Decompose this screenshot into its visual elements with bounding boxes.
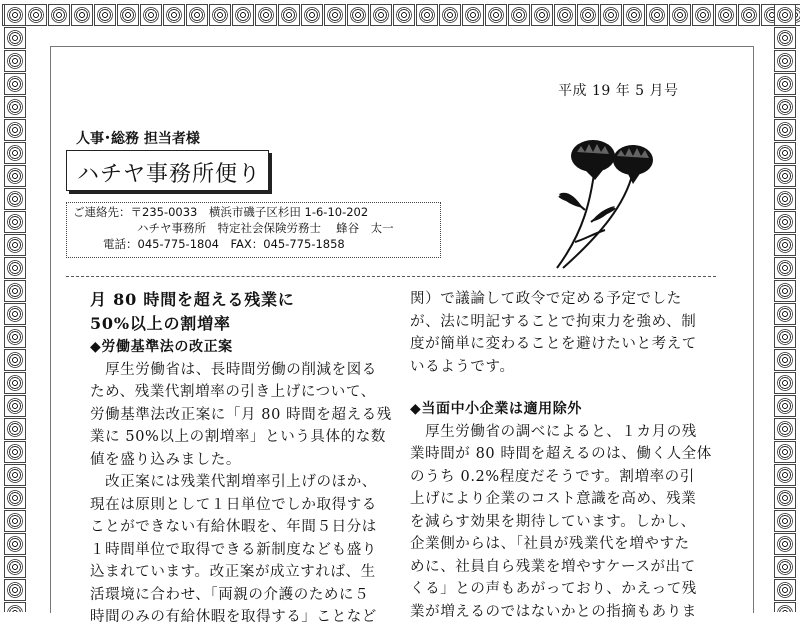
rosette-tile-icon: [531, 4, 553, 26]
rosette-tile-icon: [774, 234, 796, 256]
issue-date: 平成 19 年 5 月号: [558, 83, 679, 99]
rosette-tile-icon: [324, 4, 346, 26]
body-line: 企業側からは、「社員が残業代を増やすた: [410, 536, 690, 552]
rosette-tile-icon: [186, 4, 208, 26]
body-line: ため、残業代割増率の引き上げについて、: [90, 384, 376, 400]
body-line: 労働基準法改正案に「月 80 時間を超える残: [90, 406, 392, 423]
rosette-tile-icon: [4, 602, 26, 612]
rosette-tile-icon: [94, 4, 116, 26]
rosette-tile-icon: [774, 510, 796, 532]
rosette-tile-icon: [416, 4, 438, 26]
rosette-tile-icon: [4, 211, 26, 233]
rosette-tile-icon: [4, 441, 26, 463]
rosette-tile-icon: [4, 234, 26, 256]
rosette-tile-icon: [600, 4, 622, 26]
rosette-tile-icon: [4, 280, 26, 302]
rosette-tile-icon: [140, 4, 162, 26]
rosette-tile-icon: [715, 4, 737, 26]
contact-box: [66, 202, 441, 258]
rosette-tile-icon: [554, 4, 576, 26]
rosette-tile-icon: [774, 349, 796, 371]
rosette-tile-icon: [71, 4, 93, 26]
article-title-line-2: 50%以上の割増率: [90, 314, 231, 333]
rosette-tile-icon: [4, 510, 26, 532]
rosette-tile-icon: [774, 487, 796, 509]
body-line: １時間単位で取得できる新制度なども盛り: [90, 541, 377, 558]
rosette-tile-icon: [4, 257, 26, 279]
body-line: 値を盛り込みました。: [90, 451, 241, 468]
rosette-tile-icon: [623, 4, 645, 26]
rosette-tile-icon: [774, 27, 796, 49]
rosette-tile-icon: [774, 96, 796, 118]
body-line: めに、社員自ら残業を増やすケースが出て: [410, 558, 696, 575]
rosette-tile-icon: [774, 372, 796, 394]
rosette-tile-icon: [774, 257, 796, 279]
rosette-tile-icon: [4, 487, 26, 509]
body-line: 度が簡単に変わることを避けたいと考えて: [410, 336, 697, 352]
rosette-tile-icon: [255, 4, 277, 26]
decorative-border-left: [0, 0, 50, 612]
body-line: 活環境に合わせ、「両親の介護のために５: [90, 586, 370, 603]
section-heading-1: ◆労働基準法の改正案: [90, 339, 233, 355]
rosette-tile-icon: [774, 464, 796, 486]
rosette-tile-icon: [4, 533, 26, 555]
rosette-tile-icon: [4, 73, 26, 95]
body-line: を減らす効果を期待しています。しかし、: [410, 513, 696, 530]
decorative-border-top: [0, 0, 800, 46]
rosette-tile-icon: [774, 579, 796, 601]
section-heading-2: ◆当面中小企業は適用除外: [410, 401, 582, 417]
rosette-tile-icon: [4, 4, 26, 26]
newsletter-title: ハチヤ事務所便り: [77, 162, 262, 187]
rosette-tile-icon: [4, 418, 26, 440]
rosette-tile-icon: [439, 4, 461, 26]
rosette-tile-icon: [774, 303, 796, 325]
contact-address: ご連絡先：〒235-0033 横浜市磯子区杉田 1-6-10-202: [73, 205, 369, 219]
article-title-line-1: 月 80 時間を超える残業に: [90, 290, 295, 309]
contact-office: ハチヤ事務所 特定社会保険労務士 蜂谷 太一: [137, 221, 394, 235]
body-line: 業時間が 80 時間を超えるのは、働く人全体: [410, 446, 712, 462]
rosette-tile-icon: [774, 441, 796, 463]
rosette-tile-icon: [209, 4, 231, 26]
rosette-tile-icon: [4, 165, 26, 187]
rosette-tile-icon: [4, 464, 26, 486]
rosette-tile-icon: [4, 349, 26, 371]
rosette-tile-icon: [278, 4, 300, 26]
rosette-tile-icon: [774, 50, 796, 72]
rosette-tile-icon: [4, 372, 26, 394]
rosette-tile-icon: [774, 602, 796, 612]
rosette-tile-icon: [4, 188, 26, 210]
newsletter-title-box: [66, 150, 269, 191]
body-line: 現在は原則として１日単位でしか取得する: [90, 496, 377, 513]
body-line: 関）で議論して政令で定める予定でした: [410, 291, 682, 307]
rosette-tile-icon: [485, 4, 507, 26]
rosette-tile-icon: [669, 4, 691, 26]
rosette-tile-icon: [774, 188, 796, 210]
left-body: [90, 359, 390, 629]
paragraph-gap: [410, 378, 715, 398]
rosette-tile-icon: [774, 4, 796, 26]
rosette-tile-icon: [4, 142, 26, 164]
rosette-tile-icon: [462, 4, 484, 26]
rosette-tile-icon: [4, 579, 26, 601]
rosette-tile-icon: [774, 556, 796, 578]
body-line: 業に 50%以上の割増率」という具体的な数: [90, 429, 386, 445]
body-line: いるようです。: [410, 358, 515, 375]
decorative-border-right: [752, 0, 800, 612]
rosette-tile-icon: [774, 119, 796, 141]
rosette-tile-icon: [393, 4, 415, 26]
rosette-tile-icon: [774, 326, 796, 348]
rosette-tile-icon: [774, 165, 796, 187]
rosette-tile-icon: [48, 4, 70, 26]
rosette-tile-icon: [117, 4, 139, 26]
rosette-tile-icon: [4, 50, 26, 72]
body-line: 込まれています。改正案が成立すれば、生: [90, 564, 376, 580]
rosette-tile-icon: [774, 73, 796, 95]
body-line: 厚生労働省は、長時間労働の削減を図る: [90, 361, 377, 378]
article-left-column: [90, 288, 390, 629]
rosette-tile-icon: [232, 4, 254, 26]
rosette-tile-icon: [4, 326, 26, 348]
contact-phone: 電話：045-775-1804 FAX：045-775-1858: [103, 237, 345, 251]
body-line: 上げにより企業のコスト意識を高め、残業: [410, 491, 697, 507]
rosette-tile-icon: [4, 119, 26, 141]
section-divider: [66, 276, 716, 277]
carnation-flower-icon: [545, 130, 665, 270]
body-line: 業が増えるのではないかとの指摘もありま: [410, 603, 697, 620]
rosette-tile-icon: [646, 4, 668, 26]
rosette-tile-icon: [4, 395, 26, 417]
rosette-tile-icon: [4, 96, 26, 118]
rosette-tile-icon: [4, 27, 26, 49]
rosette-tile-icon: [774, 280, 796, 302]
body-line: 厚生労働省の調べによると、１カ月の残: [410, 423, 697, 440]
rosette-tile-icon: [508, 4, 530, 26]
rosette-tile-icon: [774, 418, 796, 440]
rosette-tile-icon: [774, 211, 796, 233]
rosette-tile-icon: [4, 303, 26, 325]
rosette-tile-icon: [301, 4, 323, 26]
rosette-tile-icon: [347, 4, 369, 26]
body-line: 改正案には残業代割増率引上げのほか、: [90, 474, 377, 490]
rosette-tile-icon: [692, 4, 714, 26]
body-line: のうち 0.2%程度だそうです。割増率の引: [410, 468, 695, 485]
body-line: 時間のみの有給休暇を取得する」ことなど: [90, 609, 377, 625]
body-line: くる」との声もあがっており、かえって残: [410, 581, 697, 597]
rosette-tile-icon: [774, 533, 796, 555]
rosette-tile-icon: [577, 4, 599, 26]
article-right-column: [410, 288, 715, 623]
rosette-tile-icon: [774, 142, 796, 164]
audience-label: 人事･総務 担当者様: [76, 131, 200, 147]
body-line: ことができない有給休暇を、年間５日分は: [90, 519, 377, 535]
rosette-tile-icon: [163, 4, 185, 26]
body-line: が、法に明記することで拘束力を強め、制: [410, 313, 697, 330]
rosette-tile-icon: [774, 395, 796, 417]
rosette-tile-icon: [4, 556, 26, 578]
rosette-tile-icon: [370, 4, 392, 26]
